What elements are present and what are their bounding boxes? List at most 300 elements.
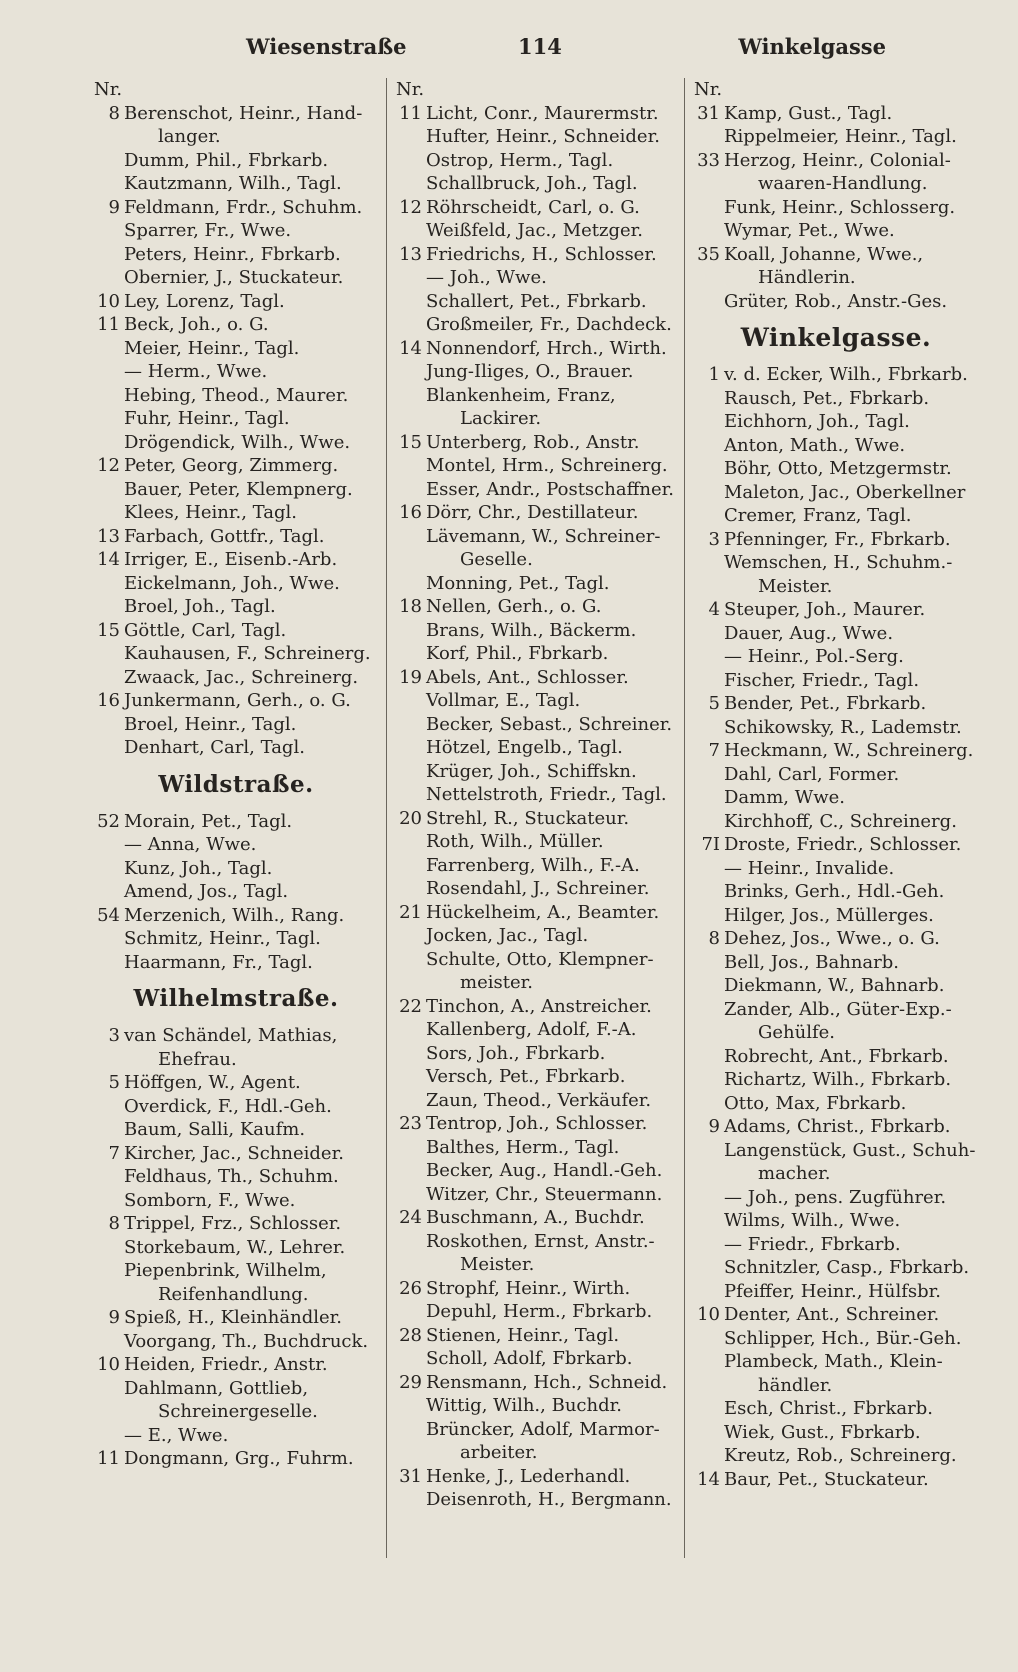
resident-text: Licht, Conr., Maurermstr. [426, 102, 659, 124]
house-number: 3 [708, 528, 720, 550]
directory-entry [388, 760, 684, 784]
house-number: 9 [108, 196, 120, 218]
resident-text: arbeiter. [460, 1442, 538, 1463]
resident-text: Somborn, F., Wwe. [124, 1189, 296, 1211]
directory-entry [686, 243, 986, 267]
directory-entry [388, 1300, 684, 1324]
resident-text: Meier, Heinr., Tagl. [124, 337, 300, 359]
house-number: 13 [399, 243, 422, 265]
directory-entry [388, 783, 684, 807]
resident-text: Pfenninger, Fr., Fbrkarb. [724, 528, 951, 550]
resident-text: Geselle. [460, 549, 533, 570]
house-number: 14 [697, 1468, 720, 1490]
directory-entry [686, 410, 986, 434]
resident-text: — Friedr., Fbrkarb. [724, 1233, 901, 1255]
directory-entry [388, 901, 684, 925]
directory-entry [686, 387, 986, 411]
house-number: 12 [399, 196, 422, 218]
directory-entry [86, 360, 386, 384]
directory-entry [686, 1468, 986, 1492]
directory-entry [86, 1447, 386, 1471]
house-number: 16 [97, 690, 120, 711]
street-heading: Wildstraße. [158, 770, 314, 798]
directory-entry [388, 1136, 684, 1160]
resident-text: Bauer, Peter, Klempnerg. [124, 478, 353, 500]
directory-entry [86, 927, 386, 951]
page-number: 114 [518, 34, 562, 59]
entry-continuation [388, 1253, 684, 1277]
resident-text: Voorgang, Th., Buchdruck. [124, 1330, 369, 1352]
directory-entry [388, 1183, 684, 1207]
resident-text: Strophf, Heinr., Wirth. [426, 1277, 631, 1299]
resident-text: Kreutz, Rob., Schreinerg. [724, 1445, 957, 1466]
directory-entry [86, 548, 386, 572]
resident-text: — Joh., pens. Zugführer. [724, 1186, 947, 1208]
resident-text: Dahl, Carl, Former. [724, 763, 900, 785]
house-number: 28 [399, 1324, 422, 1346]
house-number: 4 [708, 599, 720, 620]
directory-entry [388, 807, 684, 831]
street-heading: Winkelgasse. [740, 323, 932, 352]
resident-text: Cremer, Franz, Tagl. [724, 505, 912, 526]
resident-text: Händlerin. [758, 267, 856, 288]
resident-text: v. d. Ecker, Wilh., Fbrkarb. [724, 364, 968, 385]
resident-text: Wilms, Wilh., Wwe. [724, 1210, 901, 1231]
house-number: 18 [399, 596, 422, 617]
resident-text: Schnitzler, Casp., Fbrkarb. [724, 1257, 970, 1278]
resident-text: Junkermann, Gerh., o. G. [124, 690, 351, 711]
resident-text: Korf, Phil., Fbrkarb. [426, 643, 609, 664]
resident-text: Broel, Joh., Tagl. [124, 596, 276, 617]
directory-entry [86, 810, 386, 834]
directory-entry [686, 692, 986, 716]
directory-entry [388, 266, 684, 290]
resident-text: Denhart, Carl, Tagl. [124, 737, 305, 758]
directory-entry [388, 1277, 684, 1301]
resident-text: Sparrer, Fr., Wwe. [124, 220, 292, 241]
resident-text: Zaun, Theod., Verkäufer. [426, 1089, 652, 1111]
resident-text: Deisenroth, H., Bergmann. [426, 1489, 672, 1510]
directory-entry [686, 998, 986, 1022]
directory-entry [686, 149, 986, 173]
directory-entry [86, 1236, 386, 1260]
directory-entry [686, 1421, 986, 1445]
resident-text: Broel, Heinr., Tagl. [124, 713, 297, 735]
directory-entry [86, 666, 386, 690]
directory-entry [388, 525, 684, 549]
resident-text: Krüger, Joh., Schiffskn. [426, 760, 637, 782]
column-middle [388, 78, 684, 1512]
house-number: 5 [108, 1072, 120, 1093]
directory-entry [388, 689, 684, 713]
directory-entry [388, 149, 684, 173]
directory-entry [686, 927, 986, 951]
resident-text: Weißfeld, Jac., Metzger. [426, 220, 644, 241]
resident-text: — Joh., Wwe. [426, 267, 547, 288]
directory-entry [388, 454, 684, 478]
entry-continuation [388, 407, 684, 431]
resident-text: Wittig, Wilh., Buchdr. [426, 1395, 622, 1416]
resident-text: Jung-Iliges, O., Brauer. [426, 361, 634, 382]
directory-entry [86, 1212, 386, 1236]
directory-entry [388, 501, 684, 525]
directory-entry [388, 243, 684, 267]
house-number: 52 [97, 810, 120, 832]
house-number: 9 [708, 1116, 720, 1137]
resident-text: Irriger, E., Eisenb.-Arb. [124, 549, 338, 570]
directory-entry [388, 1488, 684, 1512]
nr-column-label: Nr. [396, 79, 425, 100]
directory-entry [686, 1092, 986, 1116]
house-number: 31 [697, 102, 720, 124]
directory-entry [86, 713, 386, 737]
directory-entry [86, 407, 386, 431]
entry-continuation [686, 575, 986, 599]
resident-text: Richartz, Wilh., Fbrkarb. [724, 1069, 952, 1090]
resident-text: Kirchhoff, C., Schreinerg. [724, 810, 957, 832]
directory-entry [86, 1424, 386, 1448]
directory-entry [686, 810, 986, 834]
resident-text: Schulte, Otto, Klempner- [426, 948, 654, 970]
resident-text: Storkebaum, W., Lehrer. [124, 1236, 346, 1258]
house-number: 11 [97, 314, 120, 335]
resident-text: Jocken, Jac., Tagl. [426, 925, 589, 946]
directory-entry [388, 313, 684, 337]
directory-entry [686, 1186, 986, 1210]
resident-text: Otto, Max, Fbrkarb. [724, 1092, 907, 1114]
directory-entry [388, 1394, 684, 1418]
entry-continuation [388, 1441, 684, 1465]
resident-text: Schikowsky, R., Lademstr. [724, 716, 962, 738]
resident-text: Baum, Salli, Kaufm. [124, 1119, 306, 1140]
directory-entry [86, 1142, 386, 1166]
directory-entry [388, 384, 684, 408]
resident-text: Morain, Pet., Tagl. [124, 810, 293, 832]
resident-text: Brans, Wilh., Bäckerm. [426, 619, 637, 641]
directory-entry [388, 1418, 684, 1442]
resident-text: Herzog, Heinr., Colonial- [724, 149, 951, 171]
resident-text: Plambeck, Math., Klein- [724, 1351, 943, 1372]
resident-text: Gehülfe. [758, 1022, 836, 1043]
directory-entry [388, 642, 684, 666]
directory-entry [86, 525, 386, 549]
house-number: 20 [399, 807, 422, 829]
directory-entry [86, 880, 386, 904]
directory-entry [388, 219, 684, 243]
directory-entry [388, 1089, 684, 1113]
entry-continuation [86, 125, 386, 149]
resident-text: Funk, Heinr., Schlosserg. [724, 196, 956, 218]
resident-text: Langenstück, Gust., Schuh- [724, 1139, 976, 1161]
directory-entry [388, 102, 684, 126]
resident-text: Robrecht, Ant., Fbrkarb. [724, 1045, 949, 1067]
directory-entry [686, 290, 986, 314]
directory-entry [686, 1233, 986, 1257]
resident-text: Buschmann, A., Buchdr. [426, 1207, 645, 1228]
resident-text: Strehl, R., Stuckateur. [426, 807, 630, 829]
house-number: 54 [97, 904, 120, 926]
directory-entry [388, 736, 684, 760]
directory-entry [686, 1068, 986, 1092]
resident-text: Schallert, Pet., Fbrkarb. [426, 290, 647, 312]
resident-text: Kallenberg, Adolf, F.-A. [426, 1019, 637, 1040]
resident-text: Schallbruck, Joh., Tagl. [426, 173, 638, 194]
directory-entry [686, 622, 986, 646]
resident-text: Roth, Wilh., Müller. [426, 831, 604, 852]
entry-continuation [388, 548, 684, 572]
directory-entry [388, 877, 684, 901]
directory-entry [388, 1371, 684, 1395]
directory-entry [388, 948, 684, 972]
resident-text: Ehefrau. [158, 1048, 237, 1070]
resident-text: Lävemann, W., Schreiner- [426, 525, 661, 547]
resident-text: Esch, Christ., Fbrkarb. [724, 1398, 933, 1419]
resident-text: — Herm., Wwe. [124, 361, 268, 382]
resident-text: Kautzmann, Wilh., Tagl. [124, 173, 342, 194]
directory-entry [86, 172, 386, 196]
resident-text: Nellen, Gerh., o. G. [426, 596, 602, 617]
resident-text: Droste, Friedr., Schlosser. [724, 834, 962, 855]
resident-text: Dörr, Chr., Destillateur. [426, 502, 639, 523]
directory-entry [388, 360, 684, 384]
resident-text: Eickelmann, Joh., Wwe. [124, 572, 340, 594]
house-number: 29 [399, 1371, 422, 1393]
house-number: 7 [108, 1142, 120, 1164]
directory-entry [388, 713, 684, 737]
resident-text: Ostrop, Herm., Tagl. [426, 149, 614, 171]
directory-entry [686, 363, 986, 387]
resident-text: Göttle, Carl, Tagl. [124, 619, 287, 641]
directory-entry [388, 478, 684, 502]
resident-text: — Heinr., Invalide. [724, 857, 895, 879]
directory-entry [686, 1444, 986, 1468]
directory-entry [86, 219, 386, 243]
resident-text: Höffgen, W., Agent. [124, 1072, 301, 1093]
directory-entry [686, 786, 986, 810]
resident-text: Heckmann, W., Schreinerg. [724, 740, 974, 761]
house-number: 7I [701, 834, 720, 855]
directory-entry [86, 1259, 386, 1283]
directory-entry [686, 196, 986, 220]
entry-continuation [686, 266, 986, 290]
resident-text: Depuhl, Herm., Fbrkarb. [426, 1301, 653, 1322]
column-right [686, 78, 986, 1491]
directory-entry [86, 102, 386, 126]
house-number: 35 [697, 243, 720, 265]
directory-entry [86, 1024, 386, 1048]
resident-text: Rausch, Pet., Fbrkarb. [724, 387, 930, 409]
directory-entry [686, 528, 986, 552]
resident-text: Zander, Alb., Güter-Exp.- [724, 998, 952, 1020]
directory-entry [686, 1397, 986, 1421]
house-number: 14 [399, 337, 422, 359]
house-number: 19 [399, 666, 422, 688]
directory-entry [388, 1159, 684, 1183]
directory-entry [86, 431, 386, 455]
resident-text: Abels, Ant., Schlosser. [426, 666, 629, 688]
column-left [86, 78, 386, 1471]
directory-entry [86, 1095, 386, 1119]
resident-text: Nonnendorf, Hrch., Wirth. [426, 337, 667, 359]
directory-entry [86, 595, 386, 619]
nr-column-label: Nr. [94, 79, 123, 100]
directory-entry [86, 833, 386, 857]
directory-entry [686, 1209, 986, 1233]
resident-text: — E., Wwe. [124, 1424, 229, 1446]
resident-text: langer. [158, 126, 221, 147]
page-header [86, 34, 942, 68]
directory-entry [686, 951, 986, 975]
directory-entry [86, 1165, 386, 1189]
running-head-right: Winkelgasse [738, 34, 886, 59]
entry-continuation [686, 172, 986, 196]
resident-text: Ley, Lorenz, Tagl. [124, 290, 285, 312]
resident-text: Wiek, Gust., Fbrkarb. [724, 1421, 921, 1443]
directory-entry [388, 1230, 684, 1254]
resident-text: Becker, Aug., Handl.-Geh. [426, 1160, 663, 1181]
house-number: 8 [108, 1213, 120, 1234]
directory-entry [86, 243, 386, 267]
entry-continuation [86, 1048, 386, 1072]
directory-entry [686, 880, 986, 904]
directory-entry [86, 454, 386, 478]
resident-text: Diekmann, W., Bahnarb. [724, 975, 945, 996]
directory-entry [686, 1327, 986, 1351]
directory-entry [686, 551, 986, 575]
resident-text: Witzer, Chr., Steuermann. [426, 1183, 663, 1205]
house-number: 5 [708, 693, 720, 714]
house-number: 23 [399, 1113, 422, 1134]
directory-entry [686, 1280, 986, 1304]
directory-entry [388, 830, 684, 854]
resident-text: — Anna, Wwe. [124, 834, 257, 855]
entry-continuation [686, 1374, 986, 1398]
directory-entry [86, 478, 386, 502]
resident-text: Farrenberg, Wilh., F.-A. [426, 854, 640, 876]
resident-text: Meister. [460, 1254, 535, 1275]
house-number: 15 [399, 431, 422, 453]
directory-entry [86, 1189, 386, 1213]
resident-text: Heiden, Friedr., Anstr. [124, 1354, 328, 1375]
directory-entry [686, 457, 986, 481]
house-number: 1 [708, 364, 720, 385]
directory-entry [388, 572, 684, 596]
directory-entry [86, 904, 386, 928]
resident-text: Hötzel, Engelb., Tagl. [426, 737, 623, 758]
resident-text: Fuhr, Heinr., Tagl. [124, 408, 290, 429]
column-divider [386, 78, 387, 1558]
running-head-left: Wiesenstraße [246, 34, 407, 59]
resident-text: Hückelheim, A., Beamter. [426, 901, 660, 923]
house-number: 22 [399, 995, 422, 1017]
directory-entry [388, 595, 684, 619]
house-number: 21 [399, 901, 422, 923]
resident-text: Feldhaus, Th., Schuhm. [124, 1166, 339, 1187]
directory-entry [686, 1256, 986, 1280]
resident-text: Berenschot, Heinr., Hand- [124, 102, 363, 124]
entry-continuation [86, 1400, 386, 1424]
directory-entry [686, 1350, 986, 1374]
directory-entry [686, 125, 986, 149]
directory-entry [686, 904, 986, 928]
house-number: 16 [399, 502, 422, 523]
house-number: 7 [708, 740, 720, 761]
resident-text: Schreinergeselle. [158, 1401, 318, 1422]
directory-entry [686, 1045, 986, 1069]
house-number: 8 [108, 102, 120, 124]
resident-text: Denter, Ant., Schreiner. [724, 1304, 940, 1325]
directory-entry [86, 266, 386, 290]
resident-text: Drögendick, Wilh., Wwe. [124, 431, 351, 453]
resident-text: Peter, Georg, Zimmerg. [124, 455, 339, 476]
resident-text: händler. [758, 1374, 833, 1396]
resident-text: Dumm, Phil., Fbrkarb. [124, 149, 329, 171]
directory-entry [86, 1306, 386, 1330]
resident-text: Spieß, H., Kleinhändler. [124, 1307, 342, 1328]
house-number: 12 [97, 455, 120, 476]
directory-entry [86, 736, 386, 760]
entry-continuation [686, 1162, 986, 1186]
directory-entry [86, 619, 386, 643]
directory-entry [86, 1330, 386, 1354]
directory-entry [686, 857, 986, 881]
directory-entry [388, 1206, 684, 1230]
resident-text: meister. [460, 972, 533, 993]
directory-entry [388, 1465, 684, 1489]
resident-text: Rippelmeier, Heinr., Tagl. [724, 126, 957, 147]
resident-text: Wymar, Pet., Wwe. [724, 220, 895, 241]
directory-entry [86, 337, 386, 361]
directory-entry [86, 689, 386, 713]
directory-entry [388, 924, 684, 948]
resident-text: Kamp, Gust., Tagl. [724, 102, 893, 124]
resident-text: Tentrop, Joh., Schlosser. [426, 1113, 648, 1134]
house-number: 13 [97, 525, 120, 547]
directory-entry [388, 854, 684, 878]
resident-text: Obernier, J., Stuckateur. [124, 267, 344, 288]
directory-entry [388, 125, 684, 149]
resident-text: Meister. [758, 575, 833, 597]
resident-text: Hebing, Theod., Maurer. [124, 384, 349, 406]
directory-entry [686, 102, 986, 126]
resident-text: Rosendahl, J., Schreiner. [426, 878, 650, 899]
resident-text: Röhrscheidt, Carl, o. G. [426, 196, 640, 218]
directory-entry [388, 431, 684, 455]
resident-text: Schmitz, Heinr., Tagl. [124, 928, 321, 949]
directory-entry [388, 337, 684, 361]
directory-entry [86, 196, 386, 220]
directory-entry [86, 313, 386, 337]
directory-entry [686, 1139, 986, 1163]
house-number: 10 [697, 1304, 720, 1325]
resident-text: Farbach, Gottfr., Tagl. [124, 525, 325, 547]
directory-entry [86, 1377, 386, 1401]
resident-text: Montel, Hrm., Schreinerg. [426, 455, 668, 476]
entry-continuation [388, 971, 684, 995]
resident-text: Anton, Math., Wwe. [724, 434, 906, 456]
directory-entry [388, 995, 684, 1019]
directory-entry [388, 1112, 684, 1136]
resident-text: Overdick, F., Hdl.-Geh. [124, 1095, 332, 1117]
resident-text: Reifenhandlung. [158, 1283, 309, 1305]
directory-entry [86, 149, 386, 173]
resident-text: Henke, J., Lederhandl. [426, 1465, 631, 1487]
resident-text: Pfeiffer, Heinr., Hülfsbr. [724, 1280, 942, 1302]
resident-text: Fischer, Friedr., Tagl. [724, 669, 920, 691]
directory-entry [86, 1071, 386, 1095]
house-number: 24 [399, 1207, 422, 1228]
directory-entry [686, 219, 986, 243]
